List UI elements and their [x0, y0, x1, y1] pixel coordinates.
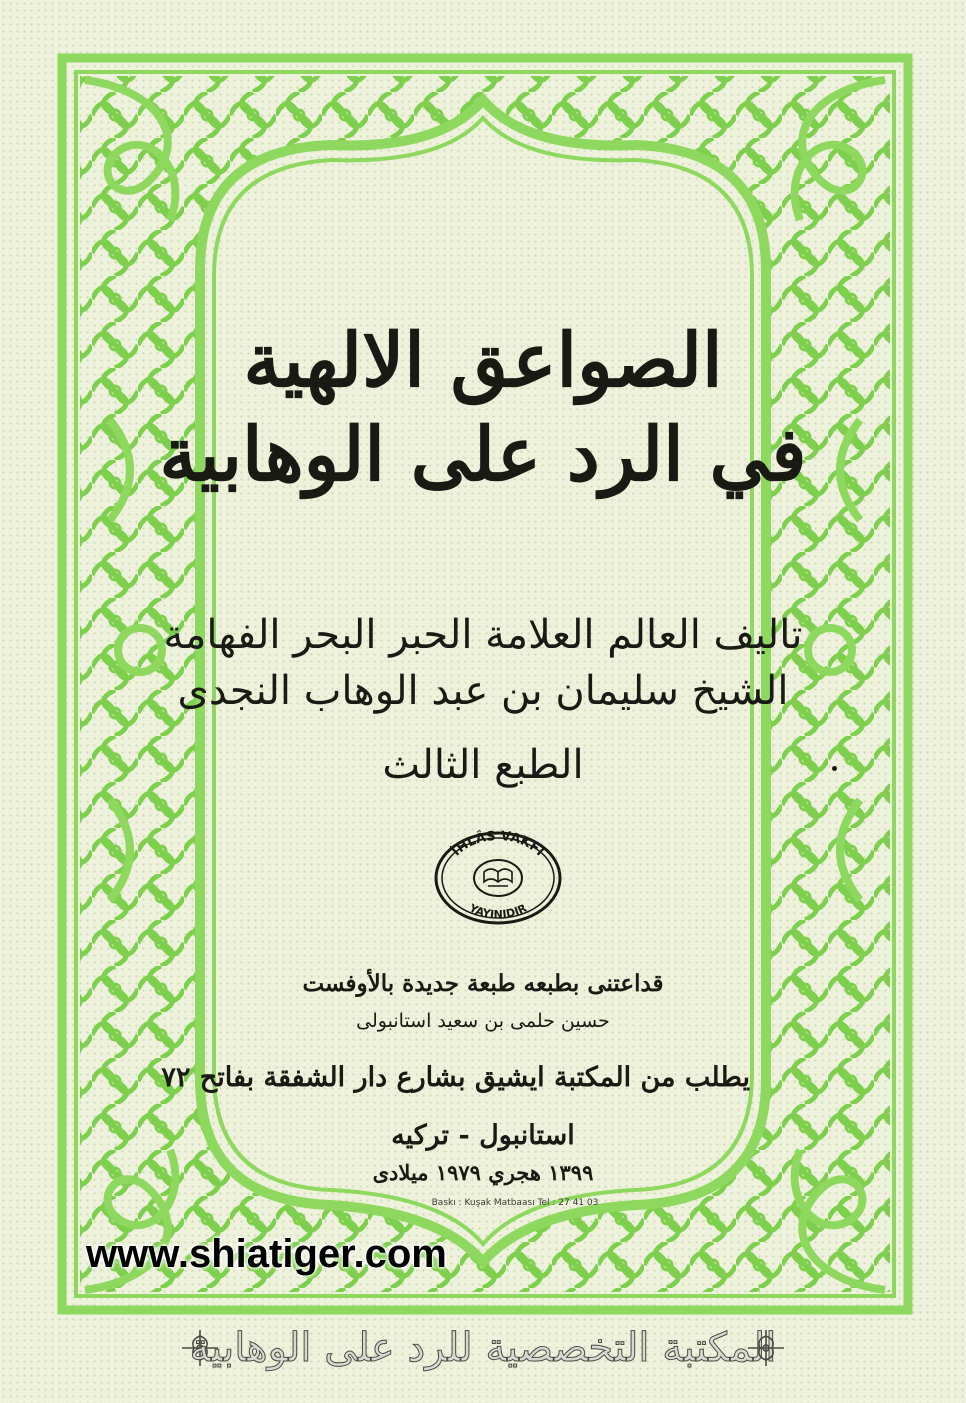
- book-title-line-1: الصواعق الالهية: [243, 318, 723, 404]
- author-line-2: الشيخ سليمان بن عبد الوهاب النجدى: [177, 668, 789, 714]
- publisher-seal: [430, 826, 566, 926]
- printed-by: قداعتنى بطبعه طبعة جديدة بالأوفست: [302, 970, 664, 997]
- publication-city: استانبول - تركيه: [391, 1120, 575, 1151]
- edition-label: الطبع الثالث: [382, 742, 584, 788]
- svg-text:İHLÂS VAKFI: [448, 829, 547, 859]
- website-watermark: www.shiatiger.com: [86, 1232, 447, 1276]
- seal-top-text: İHLÂS VAKFI: [449, 828, 547, 860]
- order-address: يطلب من المكتبة ايشيق بشارع دار الشفقة بفاتح ٧٢: [161, 1062, 750, 1093]
- press-info: Baskı : Kuşak Matbaası Tel : 27 41 03: [431, 1198, 599, 1208]
- open-book-icon: [484, 869, 512, 886]
- book-title-line-2: في الرد على الوهابية: [159, 412, 807, 498]
- library-footer: المكتبة التخصصية للرد على الوهابية: [189, 1325, 777, 1371]
- flourish-right-icon: [742, 1326, 790, 1370]
- seal-bottom-text: YAYINIDIR: [467, 901, 529, 922]
- publication-date: ١٣٩٩ هجري ١٩٧٩ ميلادى: [372, 1160, 594, 1185]
- svg-text:YAYINIDIR: [466, 901, 529, 921]
- author-line-1: تاليف العالم العلامة الحبر البحر الفهامة: [163, 612, 803, 658]
- ink-dot: [832, 766, 837, 771]
- printer-name: حسين حلمى بن سعيد استانبولى: [356, 1010, 610, 1032]
